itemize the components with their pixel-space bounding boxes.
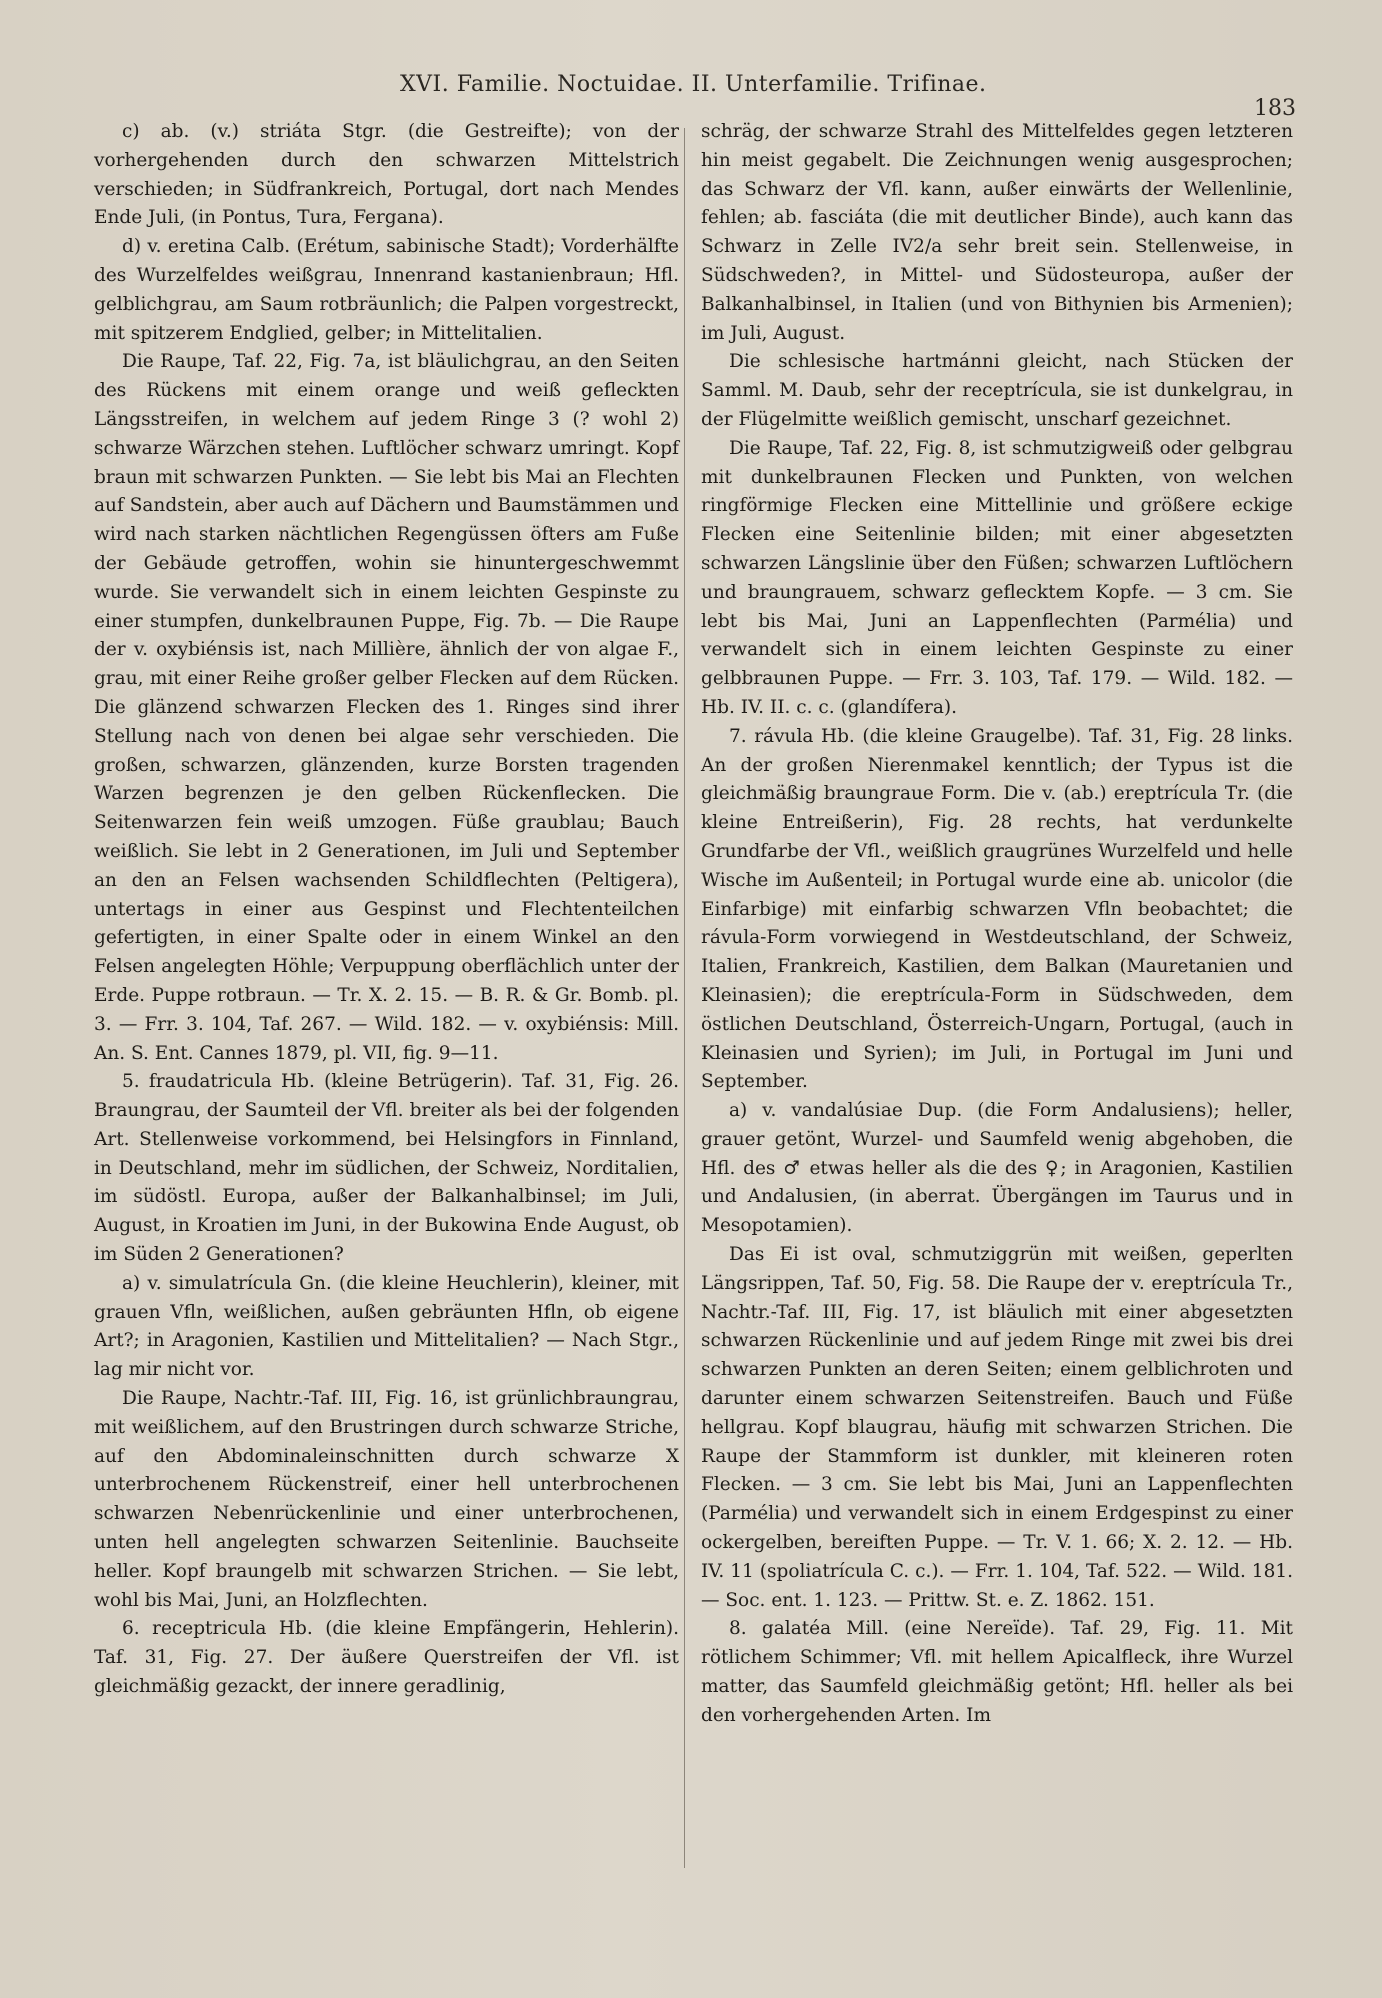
paragraph-eretina: d) v. eretina Calb. (Erétum, sabinische Stadt); Vorderhälfte des Wurzelfeldes weißgrau, Innenrand kastanienbraun; Hfl. gelblichgrau, am Saum rotbräunlich; die Palpen vorgestreckt, mit spitzerem Endglied, gelber; in Mittelitalien. — [94, 236, 679, 344]
paragraph-ravula: 7. rávula Hb. (die kleine Graugelbe). Taf. 31, Fig. 28 links. An der großen Nierenmakel kenntlich; der Typus ist die gleichmäßig braungraue Form. Die v. (ab.) ereptrícula Tr. (die kleine Entreißerin), Fig. 28 rechts, hat verdunkelte Grundfarbe der Vfl., weißlich graugrünes Wurzelfeld und helle Wische im Außenteil; in Portugal wurde eine ab. unicolor (die Einfarbige) mit einfarbig schwarzen Vfln beobachtet; die rávula-Form vorwiegend in Westdeutschland, der Schweiz, Italien, Frankreich, Kastilien, dem Balkan (Mauretanien und Kleinasien); die ereptrícula-Form in Südschweden, dem östlichen Deutschland, Österreich-Ungarn, Portugal, (auch in Kleinasien und Syrien); im Juli, in Portugal im Juni und September. — [701, 725, 1293, 1093]
paragraph-galatea: 8. galatéa Mill. (eine Nereïde). Taf. 29, Fig. 11. Mit rötlichem Schimmer; Vfl. mit hellem Apicalfleck, ihre Wurzel matter, das Saumfeld gleichmäßig getönt; Hfl. heller als bei den vorhergehenden Arten. Im — [701, 1618, 1293, 1726]
right-column — [701, 118, 1293, 1731]
page-number: 183 — [1254, 96, 1296, 121]
paragraph-raupe-3: Die Raupe, Taf. 22, Fig. 8, ist schmutzigweiß oder gelbgrau mit dunkelbraunen Flecken und Punkten, von welchen ringförmige Flecken eine Mittellinie und größere eckige Flecken eine Seitenlinie bilden; mit einer abgesetzten schwarzen Längslinie über den Füßen; schwarzen Luftlöchern und braungrauem, schwarz geflecktem Kopfe. — 3 cm. Sie lebt bis Mai, Juni an Lappenflechten (Parmélia) und verwandelt sich in einem leichten Gespinste zu einer gelbbraunen Puppe. — Frr. 3. 103, Taf. 179. — Wild. 182. — Hb. IV. II. c. c. (glandífera). — [701, 437, 1293, 718]
paragraph-striata: c) ab. (v.) striáta Stgr. (die Gestreifte); von der vorhergehenden durch den schwarzen Mittelstrich verschieden; in Südfrankreich, Portugal, dort nach Mendes Ende Juli, (in Pontus, Tura, Fergana). — [94, 121, 679, 229]
left-column — [94, 118, 679, 1702]
column-divider — [684, 128, 685, 1868]
paragraph-ei-raupe: Das Ei ist oval, schmutziggrün mit weißen, geperlten Längsrippen, Taf. 50, Fig. 58. Die Raupe der v. ereptrícula Tr., Nachtr.-Taf. III, Fig. 17, ist bläulich mit einer abgesetzten schwarzen Rückenlinie und auf jedem Ringe mit zwei bis drei schwarzen Punkten an deren Seiten; einem gelblichroten und darunter einem schwarzen Seitenstreifen. Bauch und Füße hellgrau. Kopf blaugrau, häufig mit schwarzen Strichen. Die Raupe der Stammform ist dunkler, mit kleineren roten Flecken. — 3 cm. Sie lebt bis Mai, Juni an Lappenflechten (Parmélia) und verwandelt sich in einem Erdgespinst zu einer ockergelben, bereiften Puppe. — Tr. V. 1. 66; X. 2. 12. — Hb. IV. 11 (spoliatrícula C. c.). — Frr. 1. 104, Taf. 522. — Wild. 181. — Soc. ent. 1. 123. — Prittw. St. e. Z. 1862. 151. — [701, 1244, 1293, 1611]
paragraph-raupe-1: Die Raupe, Taf. 22, Fig. 7a, ist bläulichgrau, an den Seiten des Rückens mit einem orange und weiß gefleckten Längsstreifen, in welchem auf jedem Ringe 3 (? wohl 2) schwarze Wärzchen stehen. Luftlöcher schwarz umringt. Kopf braun mit schwarzen Punkten. — Sie lebt bis Mai an Flechten auf Sandstein, aber auch auf Dächern und Baumstämmen und wird nach starken nächtlichen Regengüssen öfters am Fuße der Gebäude getroffen, wohin sie hinuntergeschwemmt wurde. Sie verwandelt sich in einem leichten Gespinste zu einer stumpfen, dunkelbraunen Puppe, Fig. 7b. — Die Raupe der v. oxybiénsis ist, nach Millière, ähnlich der von algae F., grau, mit einer Reihe großer gelber Flecken auf dem Rücken. Die glänzend schwarzen Flecken des 1. Ringes sind ihrer Stellung nach von denen bei algae sehr verschieden. Die großen, schwarzen, glänzenden, kurze Borsten tragenden Warzen begrenzen je den gelben Rückenflecken. Die Seitenwarzen fein weiß umzogen. Füße graublau; Bauch weißlich. Sie lebt in 2 Generationen, im Juli und September an den an Felsen wachsenden Schildflechten (Peltigera), untertags in einer aus Gespinst und Flechtenteilchen gefertigten, in einer Spalte oder in einem Winkel an den Felsen angelegten Höhle; Verpuppung oberflächlich unter der Erde. Puppe rotbraun. — Tr. X. 2. 15. — B. R. & Gr. Bomb. pl. 3. — Frr. 3. 104, Taf. 267. — Wild. 182. — v. oxybiénsis: Mill. An. S. Ent. Cannes 1879, pl. VII, fig. 9—11. — [94, 351, 679, 1064]
paragraph-fraudatricula: 5. fraudatricula Hb. (kleine Betrügerin). Taf. 31, Fig. 26. Braungrau, der Saumteil der Vfl. breiter als bei der folgenden Art. Stellenweise vorkommend, bei Helsingfors in Finnland, in Deutschland, mehr im südlichen, der Schweiz, Norditalien, im südöstl. Europa, außer der Balkanhalbinsel; im Juli, August, in Kroatien im Juni, in der Bukowina Ende August, ob im Süden 2 Generationen? — [94, 1071, 679, 1266]
paragraph-simulatricula: a) v. simulatrícula Gn. (die kleine Heuchlerin), kleiner, mit grauen Vfln, weißlichen, außen gebräunten Hfln, ob eigene Art?; in Aragonien, Kastilien und Mittelitalien? — Nach Stgr., lag mir nicht vor. — [94, 1272, 679, 1381]
paragraph-vandalusiae: a) v. vandalúsiae Dup. (die Form Andalusiens); heller, grauer getönt, Wurzel- und Saumfeld wenig abgehoben, die Hfl. des ♂ etwas heller als die des ♀; in Aragonien, Kastilien und Andalusien, (in aberrat. Übergängen im Taurus und in Mesopotamien). — [701, 1100, 1293, 1237]
paragraph-receptricula: 6. receptricula Hb. (die kleine Empfängerin, Hehlerin). Taf. 31, Fig. 27. Der äußere Querstreifen der Vfl. ist gleichmäßig gezackt, der innere geradlinig, — [94, 1618, 679, 1698]
running-head: XVI. Familie. Noctuidae. II. Unterfamilie. Trifinae. — [400, 72, 987, 97]
paragraph-hartmanni: Die schlesische hartmánni gleicht, nach Stücken der Samml. M. Daub, sehr der receptrícula, sie ist dunkelgrau, in der Flügelmitte weißlich gemischt, unscharf gezeichnet. — [701, 351, 1293, 430]
paragraph-raupe-2: Die Raupe, Nachtr.-Taf. III, Fig. 16, ist grünlichbraungrau, mit weißlichem, auf den Brustringen durch schwarze Striche, auf den Abdominaleinschnitten durch schwarze X unterbrochenem Rückenstreif, einer hell unterbrochenen schwarzen Nebenrückenlinie und einer unterbrochenen, unten hell angelegten schwarzen Seitenlinie. Bauchseite heller. Kopf braungelb mit schwarzen Strichen. — Sie lebt, wohl bis Mai, Juni, an Holzflechten. — [94, 1388, 679, 1611]
paragraph-receptricula-cont: schräg, der schwarze Strahl des Mittelfeldes gegen letzteren hin meist gegabelt. Die Zeichnungen wenig ausgesprochen; das Schwarz der Vfl. kann, außer einwärts der Wellenlinie, fehlen; ab. fasciáta (die mit deutlicher Binde), auch kann das Schwarz in Zelle IV2/a sehr breit sein. Stellenweise, in Südschweden?, in Mittel- und Südosteuropa, außer der Balkanhalbinsel, in Italien (und von Bithynien bis Armenien); im Juli, August. — [701, 121, 1293, 344]
